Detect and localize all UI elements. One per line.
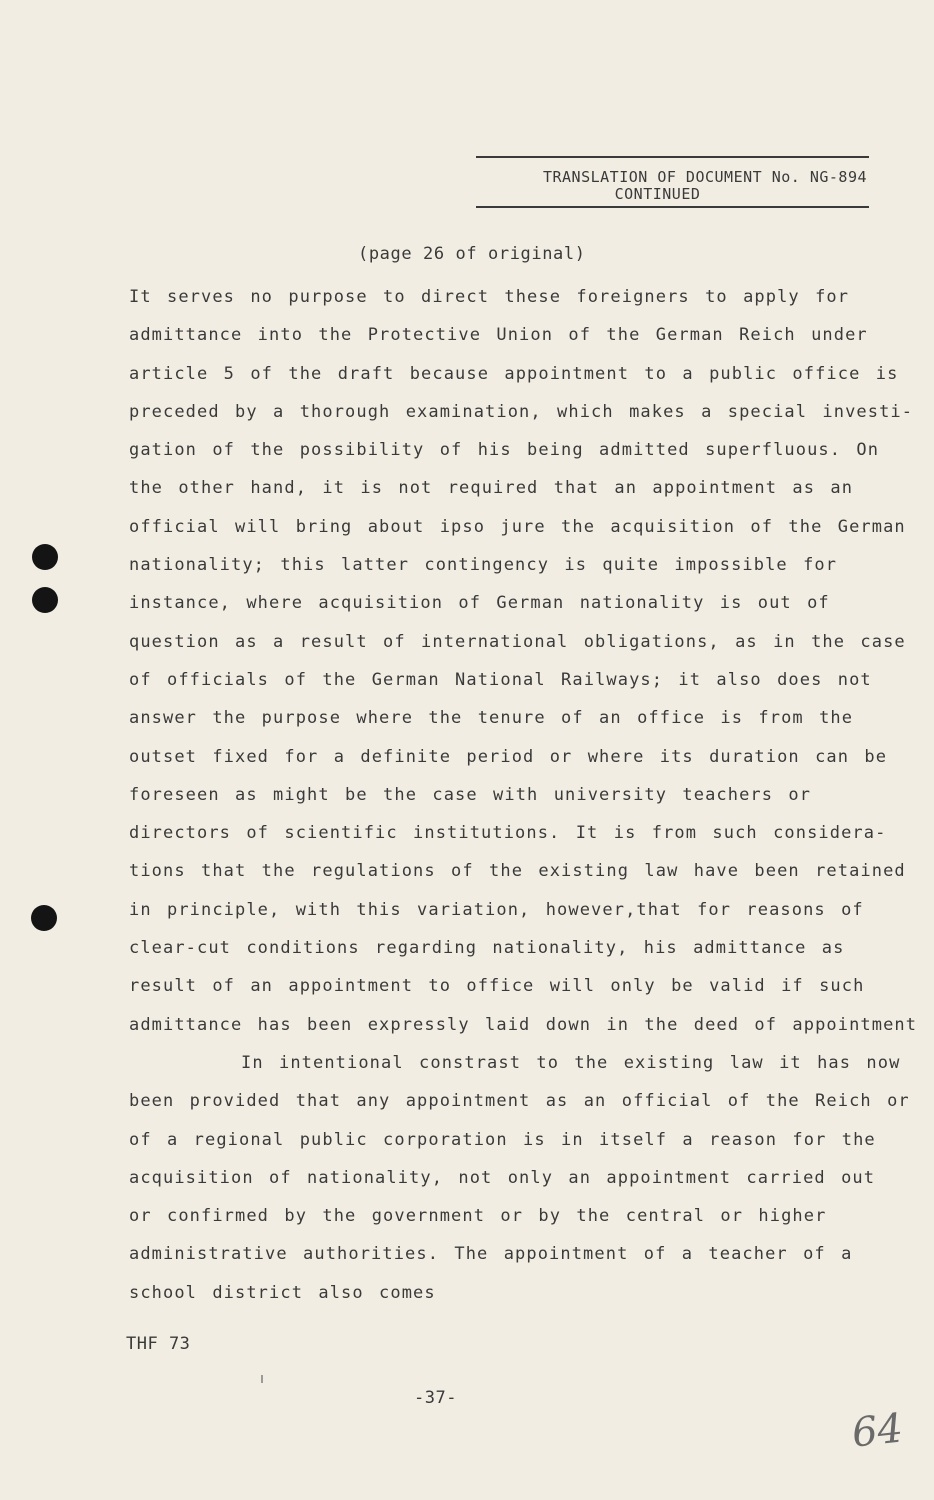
body-line: gation of the possibility of his being admitted superfluous. On: [129, 440, 880, 461]
body-line: acquisition of nationality, not only an appointment carried out: [129, 1167, 876, 1188]
header-title: TRANSLATION OF DOCUMENT No. NG-894: [542, 168, 867, 186]
body-line: result of an appointment to office will only be valid if such: [129, 976, 865, 997]
body-line: official will bring about ipso jure the acquisition of the German: [129, 516, 906, 537]
body-line: the other hand, it is not required that an appointment as an: [129, 478, 854, 499]
body-text: [129, 278, 918, 1312]
body-line: It serves no purpose to direct these foreigners to apply for: [129, 287, 850, 307]
header-subtitle: CONTINUED: [614, 185, 701, 203]
body-line: administrative authorities. The appointment of a teacher of a: [129, 1244, 853, 1265]
page-number: -37-: [414, 1388, 457, 1408]
body-line: of a regional public corporation is in itself a reason for the: [129, 1129, 876, 1150]
body-line: admittance has been expressly laid down in the deed of appointment: [129, 1014, 918, 1035]
body-line: answer the purpose where the tenure of an office is from the: [129, 708, 854, 729]
body-line-indented: In intentional constrast to the existing law it has now: [241, 1052, 901, 1073]
original-page-reference: (page 26 of original): [358, 244, 586, 264]
handwritten-page-number: 64: [849, 1405, 906, 1457]
body-line: preceded by a thorough examination, which makes a special investi-: [129, 401, 914, 422]
stray-mark: [261, 1375, 263, 1383]
body-line: been provided that any appointment as an official of the Reich or: [129, 1091, 910, 1112]
body-line: school district also comes: [129, 1282, 436, 1303]
body-line: outset fixed for a definite period or where its duration can be: [129, 746, 888, 767]
body-line: directors of scientific institutions. It is from such considera-: [129, 823, 887, 844]
footer-reference: THF 73: [126, 1334, 191, 1354]
body-line: article 5 of the draft because appointment to a public office is: [129, 363, 899, 384]
body-line: tions that the regulations of the existing law have been retained: [129, 861, 906, 882]
document-header: [476, 156, 869, 208]
body-line: admittance into the Protective Union of the German Reich under: [129, 325, 868, 346]
body-line: clear-cut conditions regarding nationality, his admittance as: [129, 938, 845, 959]
body-line: instance, where acquisition of German nationality is out of: [129, 593, 830, 614]
body-line: foreseen as might be the case with university teachers or: [129, 784, 812, 805]
punch-hole: [32, 544, 58, 570]
body-line: nationality; this latter contingency is quite impossible for: [129, 555, 838, 576]
body-line: of officials of the German National Railways; it also does not: [129, 669, 872, 690]
body-line: question as a result of international obligations, as in the case: [129, 631, 906, 652]
punch-hole: [32, 587, 58, 613]
body-line: in principle, with this variation, however,that for reasons of: [129, 899, 864, 920]
punch-hole: [31, 905, 57, 931]
body-line: or confirmed by the government or by the central or higher: [129, 1206, 827, 1227]
